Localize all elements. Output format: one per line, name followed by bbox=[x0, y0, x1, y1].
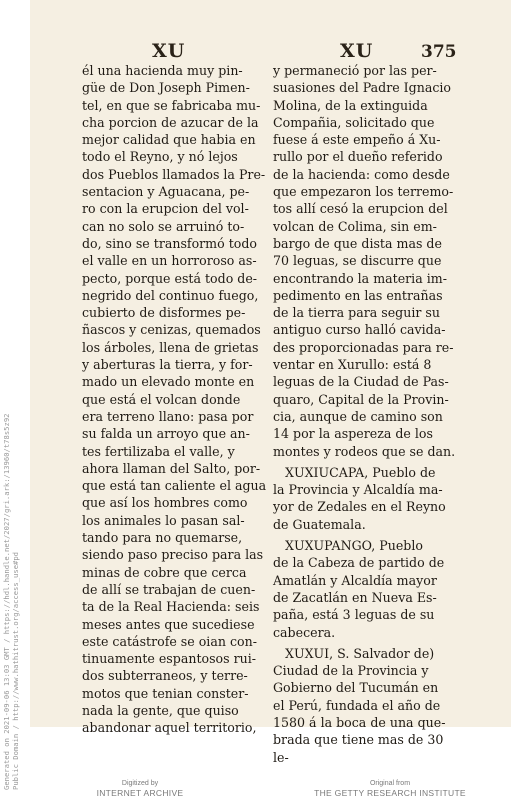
text-line: 14 por la aspereza de los bbox=[273, 426, 433, 442]
text-line: Compañia, solicitado que bbox=[273, 114, 435, 130]
text-line: cia, aunque de camino son bbox=[273, 408, 443, 424]
text-line: do, sino se transformó todo bbox=[82, 235, 257, 251]
gazetteer-entry bbox=[273, 537, 459, 641]
text-line: que así los hombres como bbox=[82, 495, 248, 511]
text-line: ta de la Real Hacienda: seis bbox=[82, 599, 260, 615]
text-line: abandonar aquel territorio, bbox=[82, 720, 257, 736]
text-line: de Guatemala. bbox=[273, 516, 366, 532]
text-line: bargo de que dista mas de bbox=[273, 235, 442, 251]
text-line: dos subterraneos, y terre- bbox=[82, 668, 248, 684]
side-note-line-2: Public Domain / http://www.hathitrust.org/access_use#pd bbox=[11, 552, 20, 790]
text-line: negrido del continuo fuego, bbox=[82, 287, 259, 303]
text-line: tel, en que se fabricaba mu- bbox=[82, 97, 261, 113]
internet-archive-label: INTERNET ARCHIVE bbox=[96, 788, 184, 798]
running-head-right: XU bbox=[340, 40, 374, 62]
text-line: este catástrofe se oian con- bbox=[82, 633, 257, 649]
page-number: 375 bbox=[421, 42, 457, 62]
gazetteer-entry bbox=[273, 464, 459, 533]
text-line: de Zacatlán en Nueva Es- bbox=[273, 589, 437, 605]
text-line: que está tan caliente el agua bbox=[82, 478, 267, 494]
text-line: volcan de Colima, sin em- bbox=[273, 218, 437, 234]
text-line: nada la gente, que quiso bbox=[82, 702, 239, 718]
text-line: minas de cobre que cerca bbox=[82, 564, 247, 580]
text-line: los árboles, llena de grietas bbox=[82, 339, 259, 355]
text-line: todo el Reyno, y nó lejos bbox=[82, 149, 238, 165]
text-line: que empezaron los terremo- bbox=[273, 184, 454, 200]
text-line: que está el volcan donde bbox=[82, 391, 241, 407]
hathitrust-side-note bbox=[2, 330, 24, 800]
text-line: y aberturas la tierra, y for- bbox=[82, 357, 253, 373]
right-column bbox=[273, 62, 459, 766]
digitized-by-footer bbox=[80, 779, 200, 799]
text-line: dos Pueblos llamados la Pre- bbox=[82, 166, 266, 182]
text-line: mejor calidad que habia en bbox=[82, 132, 256, 148]
text-line: de la Cabeza de partido de bbox=[273, 555, 445, 571]
text-line: tinuamente espantosos rui- bbox=[82, 651, 257, 667]
text-line: ro con la erupcion del vol- bbox=[82, 201, 249, 217]
text-line: montes y rodeos que se dan. bbox=[273, 443, 456, 459]
text-line: tes fertilizaba el valle, y bbox=[82, 443, 235, 459]
entry-headword-line: XUXUPANGO, Pueblo bbox=[285, 538, 423, 554]
text-line: el valle en un horroroso as- bbox=[82, 253, 257, 269]
gazetteer-entry bbox=[273, 645, 459, 766]
text-line: Gobierno del Tucumán en bbox=[273, 680, 439, 696]
text-line: él una hacienda muy pin- bbox=[82, 63, 243, 78]
text-line: brada que tiene mas de 30 bbox=[273, 732, 444, 748]
entry-headword-line: XUXIUCAPA, Pueblo de bbox=[285, 464, 436, 480]
text-line: tando para no quemarse, bbox=[82, 530, 243, 546]
side-note-line-1: Generated on 2021-09-06 13:03 GMT / https://hdl.handle.net/2027/gri.ark:/13960/t78s5z92 bbox=[2, 413, 11, 790]
original-from-footer bbox=[300, 779, 480, 799]
side-note-text bbox=[2, 414, 20, 790]
text-line: güe de Don Joseph Pimen- bbox=[82, 80, 250, 96]
text-line: Ciudad de la Provincia y bbox=[273, 663, 429, 679]
text-line: pecto, porque está todo de- bbox=[82, 270, 258, 286]
text-line: siendo paso preciso para las bbox=[82, 547, 264, 563]
text-line: cubierto de disformes pe- bbox=[82, 305, 246, 321]
text-line: la Provincia y Alcaldía ma- bbox=[273, 482, 443, 498]
text-line: des proporcionadas para re- bbox=[273, 339, 454, 355]
text-line: su falda un arroyo que an- bbox=[82, 426, 250, 442]
text-line: paña, está 3 leguas de su bbox=[273, 607, 435, 623]
text-line: quaro, Capital de la Provin- bbox=[273, 391, 449, 407]
digitized-by-label: Digitized by bbox=[121, 780, 159, 787]
left-column bbox=[82, 62, 268, 737]
original-from-label: Original from bbox=[369, 780, 411, 787]
text-line: le- bbox=[273, 749, 289, 765]
entry-headword-line: XUXUI, S. Salvador de) bbox=[285, 645, 435, 661]
text-line: suasiones del Padre Ignacio bbox=[273, 80, 452, 96]
text-line: rullo por el dueño referido bbox=[273, 149, 443, 165]
text-line: mado un elevado monte en bbox=[82, 374, 255, 390]
text-line: encontrando la materia im- bbox=[273, 270, 447, 286]
gazetteer-entries bbox=[273, 460, 459, 766]
text-line: los animales lo pasan sal- bbox=[82, 512, 245, 528]
text-line: 1580 á la boca de una que- bbox=[273, 714, 446, 730]
text-line: can no solo se arruinó to- bbox=[82, 218, 245, 234]
text-line: antiguo curso halló cavida- bbox=[273, 322, 446, 338]
text-line: de la hacienda: como desde bbox=[273, 166, 450, 182]
text-line: el Perú, fundada el año de bbox=[273, 697, 441, 713]
text-line: de allí se trabajan de cuen- bbox=[82, 581, 256, 597]
running-head-left: XU bbox=[152, 40, 186, 62]
text-line: yor de Zedales en el Reyno bbox=[273, 499, 446, 515]
text-line: 70 leguas, se discurre que bbox=[273, 253, 442, 269]
getty-label: THE GETTY RESEARCH INSTITUTE bbox=[314, 788, 466, 798]
text-line: ahora llaman del Salto, por- bbox=[82, 460, 261, 476]
text-line: cabecera. bbox=[273, 624, 336, 640]
text-line: y permaneció por las per- bbox=[273, 63, 437, 78]
text-line: era terreno llano: pasa por bbox=[82, 408, 254, 424]
right-column-continuation bbox=[273, 62, 459, 460]
text-line: pedimento en las entrañas bbox=[273, 287, 443, 303]
text-line: meses antes que sucediese bbox=[82, 616, 255, 632]
text-line: Amatlán y Alcaldía mayor bbox=[273, 572, 437, 588]
text-line: tos allí cesó la erupcion del bbox=[273, 201, 448, 217]
text-line: ñascos y cenizas, quemados bbox=[82, 322, 261, 338]
text-line: de la tierra para seguir su bbox=[273, 305, 440, 321]
text-line: ventar en Xurullo: está 8 bbox=[273, 357, 432, 373]
text-line: Molina, de la extinguida bbox=[273, 97, 428, 113]
text-line: leguas de la Ciudad de Pas- bbox=[273, 374, 449, 390]
text-line: motos que tenian conster- bbox=[82, 685, 249, 701]
text-line: cha porcion de azucar de la bbox=[82, 114, 259, 130]
text-line: sentacion y Aguacana, pe- bbox=[82, 184, 250, 200]
text-line: fuese á este empeño á Xu- bbox=[273, 132, 441, 148]
